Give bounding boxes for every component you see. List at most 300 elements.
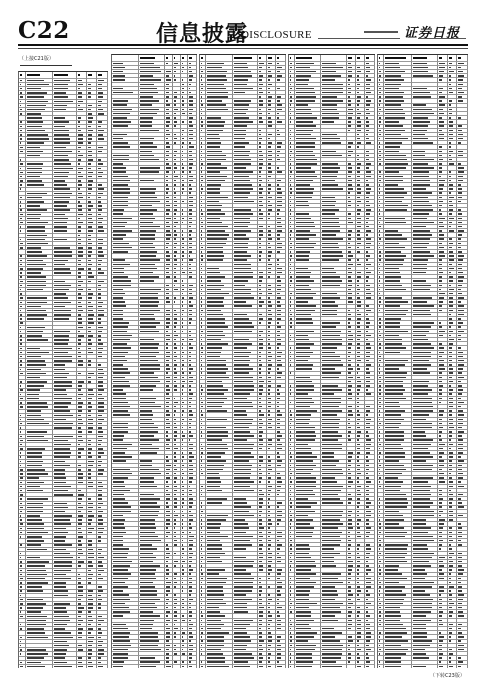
cell-text-mark <box>27 138 49 140</box>
cell-text-mark <box>88 394 93 396</box>
cell-text-mark <box>78 293 82 295</box>
cell-text-mark <box>88 92 90 94</box>
cell-text-mark <box>54 415 73 417</box>
cell-text-mark <box>78 503 81 505</box>
cell-text-mark <box>98 348 103 350</box>
cell-text-mark <box>27 214 41 216</box>
cell-text-mark <box>27 473 48 475</box>
cell-text-mark <box>78 310 83 312</box>
cell-text-mark <box>54 423 73 425</box>
cell-text-mark <box>20 343 22 345</box>
cell-text-mark <box>78 343 81 345</box>
cell-text-mark <box>20 222 23 224</box>
cell-text-mark <box>98 306 101 308</box>
cell-text-mark <box>88 163 90 165</box>
cell-text-mark <box>98 188 104 190</box>
cell-text-mark <box>88 557 93 559</box>
cell-text-mark <box>54 448 70 450</box>
cell-text-mark <box>98 331 102 333</box>
cell-text-mark <box>78 565 81 567</box>
cell-text-mark <box>88 507 93 509</box>
cell-text-mark <box>88 419 92 421</box>
cell-text-mark <box>88 473 90 475</box>
cell-text-mark <box>98 519 102 521</box>
cell-text-mark <box>54 88 68 90</box>
cell-text-mark <box>27 570 45 572</box>
cell-text-mark <box>98 511 102 513</box>
cell-text-mark <box>98 452 104 454</box>
cell-text-mark <box>78 268 84 270</box>
cell-text-mark <box>78 431 82 433</box>
cell-text-mark <box>54 155 69 157</box>
cell-text-mark <box>78 419 83 421</box>
cell-text-mark <box>78 335 84 337</box>
cell-text-mark <box>27 310 45 312</box>
cell-text-mark <box>20 239 21 241</box>
cell-text-mark <box>78 490 81 492</box>
cell-text-mark <box>20 101 21 103</box>
cell-text-mark <box>98 406 104 408</box>
cell-text-mark <box>27 590 42 592</box>
cell-text-mark <box>20 172 23 174</box>
cell-text-mark <box>78 176 83 178</box>
cell-text-mark <box>20 180 23 182</box>
cell-text-mark <box>54 427 72 429</box>
cell-text-mark <box>98 486 103 488</box>
cell-text-mark <box>78 385 82 387</box>
cell-text-mark <box>27 377 39 379</box>
cell-text-mark <box>78 540 81 542</box>
cell-text-mark <box>20 503 22 505</box>
cell-text-mark <box>98 373 104 375</box>
cell-text-mark <box>98 431 103 433</box>
cell-text-mark <box>78 306 82 308</box>
cell-text-mark <box>88 239 90 241</box>
cell-text-mark <box>88 427 93 429</box>
cell-text-mark <box>54 574 66 576</box>
cell-text-mark <box>88 590 93 592</box>
cell-text-mark <box>54 507 69 509</box>
cell-text-mark <box>98 247 101 249</box>
cell-text-mark <box>54 369 65 371</box>
cell-text-mark <box>98 523 102 525</box>
cell-text-mark <box>54 306 65 308</box>
cell-text-mark <box>78 469 81 471</box>
cell-text-mark <box>54 310 71 312</box>
cell-text-mark <box>54 201 69 203</box>
cell-text-mark <box>54 147 66 149</box>
cell-text-mark <box>54 406 68 408</box>
cell-text-mark <box>78 507 83 509</box>
cell-text-mark <box>88 96 91 98</box>
cell-text-mark <box>98 243 102 245</box>
cell-text-mark <box>27 147 39 149</box>
cell-text-mark <box>27 226 45 228</box>
cell-text-mark <box>54 528 66 530</box>
cell-text-mark <box>78 436 82 438</box>
cell-text-mark <box>98 184 102 186</box>
cell-text-mark <box>88 477 90 479</box>
cell-text-mark <box>78 260 81 262</box>
cell-text-mark <box>54 134 69 136</box>
cell-text-mark <box>54 251 72 253</box>
cell-text-mark <box>88 318 92 320</box>
cell-text-mark <box>98 473 103 475</box>
cell-text-mark <box>54 490 68 492</box>
cell-text-mark <box>54 151 72 153</box>
cell-text-mark <box>27 314 47 316</box>
cell-text-mark <box>98 239 103 241</box>
cell-text-mark <box>27 180 42 182</box>
cell-text-mark <box>88 314 93 316</box>
cell-text-mark <box>98 322 101 324</box>
cell-text-mark <box>88 582 90 584</box>
cell-text-mark <box>27 373 46 375</box>
cell-text-mark <box>27 109 45 111</box>
cell-text-mark <box>54 398 73 400</box>
cell-text-mark <box>27 130 44 132</box>
cell-text-mark <box>98 205 102 207</box>
cell-text-mark <box>78 394 83 396</box>
cell-text-mark <box>78 101 83 103</box>
cell-text-mark <box>78 130 81 132</box>
cell-text-mark <box>98 339 101 341</box>
cell-text-mark <box>27 406 48 408</box>
cell-text-mark <box>27 289 43 291</box>
cell-text-mark <box>88 243 92 245</box>
cell-text-mark <box>27 536 42 538</box>
cell-text-mark <box>78 197 83 199</box>
cell-text-mark <box>27 410 41 412</box>
cell-text-mark <box>88 503 92 505</box>
cell-text-mark <box>78 96 82 98</box>
table-header-row <box>19 72 108 79</box>
cell-text-mark <box>78 327 83 329</box>
cell-text-mark <box>88 235 91 237</box>
cell-text-mark <box>78 80 82 82</box>
cell-text-mark <box>27 235 46 237</box>
cell-text-mark <box>20 243 23 245</box>
cell-text-mark <box>20 205 21 207</box>
cell-text-mark <box>20 389 23 391</box>
cell-text-mark <box>88 142 91 144</box>
cell-text-mark <box>98 297 101 299</box>
cell-text-mark <box>54 419 66 421</box>
cell-text-mark <box>78 582 81 584</box>
cell-text-mark <box>98 419 104 421</box>
cell-text-mark <box>54 109 66 111</box>
cell-text-mark <box>88 331 91 333</box>
cell-text-mark <box>78 226 81 228</box>
cell-text-mark <box>20 285 22 287</box>
cell-text-mark <box>78 452 81 454</box>
cell-text-mark <box>78 172 81 174</box>
cell-text-mark <box>88 197 90 199</box>
cell-text-mark <box>27 389 40 391</box>
cell-text-mark <box>78 532 83 534</box>
cell-text-mark <box>98 394 102 396</box>
cell-text-mark <box>98 318 100 320</box>
cell-text-mark <box>27 168 42 170</box>
cell-text-mark <box>98 389 104 391</box>
cell-text-mark <box>54 335 69 337</box>
cell-text-mark <box>20 226 21 228</box>
cell-text-mark <box>27 557 40 559</box>
cell-text-mark <box>20 402 22 404</box>
cell-text-mark <box>98 147 103 149</box>
cell-text-mark <box>20 293 22 295</box>
cell-text-mark <box>98 415 102 417</box>
cell-text-mark <box>88 302 91 304</box>
cell-text-mark <box>20 138 22 140</box>
cell-text-mark <box>20 590 22 592</box>
cell-text-mark <box>98 134 103 136</box>
cell-text-mark <box>88 544 91 546</box>
cell-text-mark <box>27 218 39 220</box>
cell-text-mark <box>88 276 93 278</box>
cell-text-mark <box>98 126 100 128</box>
cell-text-mark <box>54 440 69 442</box>
cell-text-mark <box>88 486 93 488</box>
cell-text-mark <box>54 138 70 140</box>
cell-text-mark <box>27 528 44 530</box>
cell-text-mark <box>98 251 102 253</box>
cell-text-mark <box>54 268 70 270</box>
section-title-english: DISCLOSURE <box>241 29 312 41</box>
cell-text-mark <box>27 482 44 484</box>
cell-text-mark <box>54 360 72 362</box>
cell-text-mark <box>27 92 47 94</box>
cell-text-mark <box>88 452 90 454</box>
header-rule <box>18 44 468 46</box>
cell-text-mark <box>88 293 92 295</box>
cell-text-mark <box>54 373 69 375</box>
cell-text-mark <box>20 456 21 458</box>
cell-text-mark <box>88 528 93 530</box>
masthead-date-line <box>418 38 466 39</box>
cell-text-mark <box>20 461 21 463</box>
cell-text-mark <box>20 214 23 216</box>
cell-text-mark <box>54 205 67 207</box>
cell-text-mark <box>54 503 68 505</box>
cell-text-mark <box>78 218 80 220</box>
cell-text-mark <box>78 314 81 316</box>
cell-text-mark <box>27 599 43 601</box>
cell-text-mark <box>78 281 83 283</box>
cell-text-mark <box>78 511 81 513</box>
cell-text-mark <box>78 586 83 588</box>
cell-text-mark <box>88 327 91 329</box>
cell-text-mark <box>88 281 90 283</box>
cell-text-mark <box>27 331 43 333</box>
cell-text-mark <box>88 247 91 249</box>
cell-text-mark <box>78 356 81 358</box>
cell-text-mark <box>20 494 23 496</box>
cell-text-mark <box>98 369 103 371</box>
cell-text-mark <box>27 360 45 362</box>
cell-text-mark <box>88 578 92 580</box>
cell-text-mark <box>88 184 92 186</box>
cell-text-mark <box>27 398 39 400</box>
cell-text-mark <box>20 511 22 513</box>
cell-text-mark <box>78 415 81 417</box>
cell-text-mark <box>98 302 103 304</box>
cell-text-mark <box>20 557 21 559</box>
cell-text-mark <box>78 553 83 555</box>
cell-text-mark <box>78 272 82 274</box>
cell-text-mark <box>78 138 83 140</box>
cell-text-mark <box>88 465 92 467</box>
cell-text-mark <box>88 209 90 211</box>
cell-text-mark <box>78 444 80 446</box>
cell-text-mark <box>98 293 101 295</box>
cell-text-mark <box>98 469 104 471</box>
cell-text-mark <box>27 415 41 417</box>
cell-text-mark <box>27 381 46 383</box>
cell-text-mark <box>20 482 22 484</box>
cell-text-mark <box>88 260 90 262</box>
cell-text-mark <box>78 595 83 597</box>
cell-text-mark <box>27 80 44 82</box>
cell-text-mark <box>54 536 66 538</box>
cell-text-mark <box>27 469 45 471</box>
cell-text-mark <box>27 247 41 249</box>
cell-text-mark <box>27 285 46 287</box>
cell-text-mark <box>78 494 84 496</box>
cell-text-mark <box>20 352 22 354</box>
table-cell <box>53 72 77 79</box>
cell-text-mark <box>54 218 69 220</box>
page-number: C22 <box>18 17 70 44</box>
cell-text-mark <box>27 193 47 195</box>
cell-text-mark <box>98 88 102 90</box>
cell-text-mark <box>88 84 91 86</box>
cell-text-mark <box>78 289 83 291</box>
cell-text-mark <box>98 74 101 76</box>
cell-text-mark <box>54 444 72 446</box>
cell-text-mark <box>54 595 68 597</box>
cell-text-mark <box>27 561 48 563</box>
cell-text-mark <box>54 465 70 467</box>
cell-text-mark <box>54 222 67 224</box>
cell-text-mark <box>27 142 44 144</box>
table-cell <box>97 72 108 79</box>
table-cell <box>77 72 88 79</box>
cell-text-mark <box>20 385 21 387</box>
cell-text-mark <box>78 235 80 237</box>
cell-text-mark <box>54 473 65 475</box>
cell-text-mark <box>78 557 81 559</box>
cell-text-mark <box>20 230 21 232</box>
cell-text-mark <box>98 498 101 500</box>
cell-text-mark <box>98 590 103 592</box>
cell-text-mark <box>88 151 92 153</box>
cell-text-mark <box>88 205 93 207</box>
cell-text-mark <box>98 314 103 316</box>
cell-text-mark <box>98 494 102 496</box>
cell-text-mark <box>78 251 83 253</box>
cell-text-mark <box>54 364 65 366</box>
cell-text-mark <box>27 356 41 358</box>
cell-text-mark <box>98 599 101 601</box>
cell-text-mark <box>88 565 93 567</box>
cell-text-mark <box>88 180 93 182</box>
cell-text-mark <box>78 549 82 551</box>
cell-text-mark <box>78 364 83 366</box>
cell-text-mark <box>88 515 93 517</box>
cell-text-mark <box>20 523 23 525</box>
cell-text-mark <box>54 578 72 580</box>
cell-text-mark <box>98 80 104 82</box>
cell-text-mark <box>54 486 71 488</box>
cell-text-mark <box>54 180 65 182</box>
cell-text-mark <box>27 327 44 329</box>
cell-text-mark <box>20 74 22 76</box>
cell-text-mark <box>20 599 23 601</box>
cell-text-mark <box>54 377 67 379</box>
cell-text-mark <box>20 339 22 341</box>
cell-text-mark <box>78 477 83 479</box>
cell-text-mark <box>88 523 90 525</box>
cell-text-mark <box>88 272 92 274</box>
cell-text-mark <box>88 398 92 400</box>
cell-text-mark <box>27 163 43 165</box>
cell-text-mark <box>98 553 100 555</box>
cell-text-mark <box>20 327 21 329</box>
cell-text-mark <box>88 469 91 471</box>
cell-text-mark <box>88 306 93 308</box>
cell-text-mark <box>54 494 73 496</box>
cell-text-mark <box>88 155 91 157</box>
cell-text-mark <box>20 578 23 580</box>
cell-text-mark <box>54 281 66 283</box>
cell-text-mark <box>54 239 67 241</box>
cell-text-mark <box>20 486 22 488</box>
cell-text-mark <box>54 469 65 471</box>
cell-text-mark <box>20 105 21 107</box>
cell-text-mark <box>88 176 91 178</box>
cell-text-mark <box>27 268 43 270</box>
cell-text-mark <box>88 138 92 140</box>
cell-text-mark <box>27 465 42 467</box>
cell-text-mark <box>27 461 43 463</box>
cell-text-mark <box>78 142 83 144</box>
cell-text-mark <box>27 302 47 304</box>
cell-text-mark <box>54 348 72 350</box>
cell-text-mark <box>20 163 23 165</box>
cell-text-mark <box>20 176 22 178</box>
cell-text-mark <box>98 130 104 132</box>
cell-text-mark <box>88 440 90 442</box>
logo-lettering: 证券日报 <box>404 26 460 41</box>
masthead-contact-line <box>318 38 400 39</box>
cell-text-mark <box>78 243 81 245</box>
cell-text-mark <box>27 423 49 425</box>
cell-text-mark <box>88 130 92 132</box>
cell-text-mark <box>20 498 22 500</box>
cell-text-mark <box>27 402 47 404</box>
cell-text-mark <box>88 389 93 391</box>
cell-text-mark <box>78 561 84 563</box>
cell-text-mark <box>54 230 67 232</box>
cell-text-mark <box>98 532 103 534</box>
cell-text-mark <box>98 268 101 270</box>
cell-text-mark <box>78 389 81 391</box>
cell-text-mark <box>27 255 47 257</box>
cell-text-mark <box>54 163 72 165</box>
cell-text-mark <box>88 147 91 149</box>
cell-text-mark <box>98 285 101 287</box>
